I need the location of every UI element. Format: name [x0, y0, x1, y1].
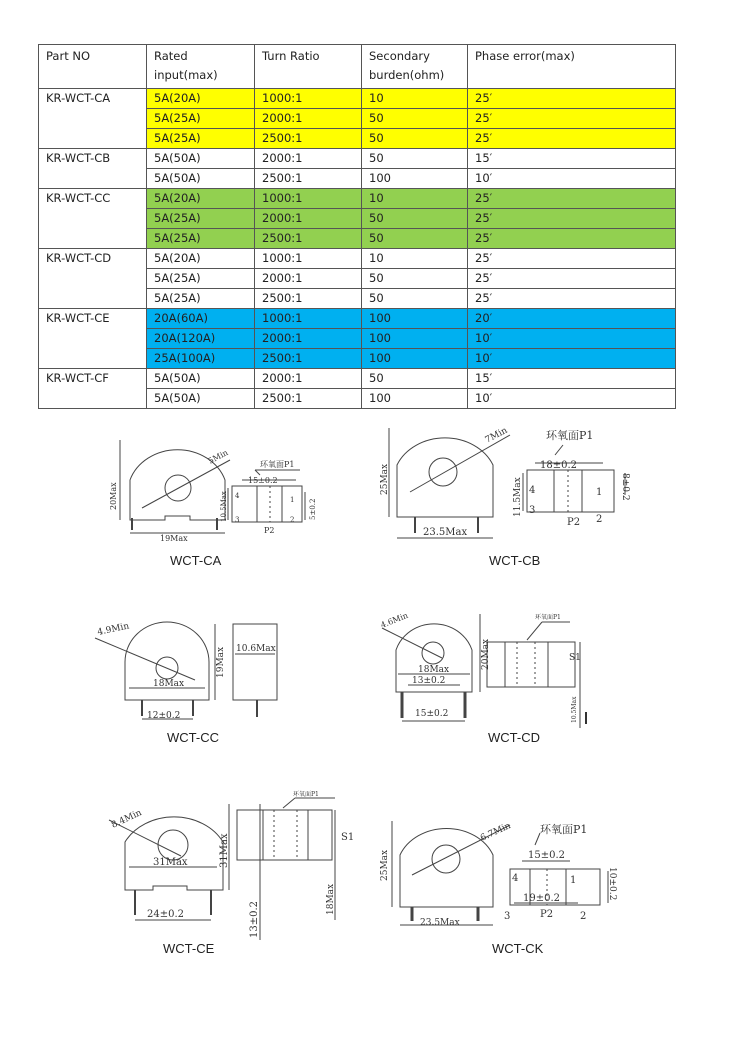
turn-ratio-cell: 2500:1	[255, 229, 362, 249]
rated-input-cell: 5A(50A)	[147, 389, 255, 409]
rated-input-cell: 5A(20A)	[147, 249, 255, 269]
burden-cell: 10	[362, 189, 468, 209]
burden-cell: 100	[362, 329, 468, 349]
drawing-wct-cc	[95, 620, 295, 725]
phase-error-cell: 25′	[468, 229, 676, 249]
table-row	[39, 309, 676, 329]
text-cursor-mark	[585, 712, 587, 724]
cb-pin-spacing-label: 18±0.2	[540, 460, 578, 471]
turn-ratio-cell: 2500:1	[255, 289, 362, 309]
cb-pin4: 4	[529, 485, 536, 496]
part-no-cell: KR-WCT-CB	[39, 149, 147, 189]
cb-pin3: 3	[529, 505, 536, 516]
ca-side-height-label: 10.5Max	[220, 491, 228, 522]
burden-cell: 50	[362, 289, 468, 309]
wct-ce-labels	[105, 790, 365, 940]
turn-ratio-cell: 2500:1	[255, 349, 362, 369]
turn-ratio-cell: 2000:1	[255, 149, 362, 169]
rated-input-cell: 5A(25A)	[147, 129, 255, 149]
table-row	[39, 189, 676, 209]
rated-input-cell: 5A(50A)	[147, 369, 255, 389]
cd-s1-label: S1	[569, 653, 581, 663]
caption-wct-cc: WCT-CC	[167, 730, 219, 745]
ce-width-label: 31Max	[153, 857, 188, 868]
burden-cell: 10	[362, 89, 468, 109]
ck-pin2: 2	[580, 911, 587, 922]
cb-hole-label: 7Min	[483, 425, 510, 446]
cc-width-label: 18Max	[153, 679, 185, 689]
cd-pin-spacing-outer-label: 15±0.2	[415, 709, 449, 719]
drawing-wct-cb	[380, 425, 635, 555]
ce-pin-v-label: 13±0.2	[249, 900, 260, 938]
header-rated-input: Rated input(max)	[147, 45, 255, 89]
ck-p2-label: P2	[540, 909, 554, 920]
table-row	[39, 149, 676, 169]
ce-height-label: 31Max	[219, 833, 230, 868]
cd-height-label: 20Max	[481, 638, 491, 670]
cd-epoxy-label: 环氧面P1	[535, 614, 561, 621]
burden-cell: 50	[362, 269, 468, 289]
header-phase-error: Phase error(max)	[468, 45, 676, 89]
phase-error-cell: 20′	[468, 309, 676, 329]
turn-ratio-cell: 1000:1	[255, 249, 362, 269]
phase-error-cell: 10′	[468, 349, 676, 369]
cd-width-label: 18Max	[418, 665, 450, 675]
header-secondary-burden: Secondary burden(ohm)	[362, 45, 468, 89]
turn-ratio-cell: 2000:1	[255, 329, 362, 349]
caption-wct-ck: WCT-CK	[492, 941, 544, 956]
turn-ratio-cell: 2000:1	[255, 269, 362, 289]
phase-error-cell: 10′	[468, 169, 676, 189]
ca-p2-label: P2	[264, 526, 275, 535]
ca-pin-v-label: 5±0.2	[309, 498, 317, 520]
ce-epoxy-label: 环氧面P1	[293, 791, 319, 798]
part-no-cell: KR-WCT-CC	[39, 189, 147, 249]
rated-input-cell: 5A(50A)	[147, 149, 255, 169]
phase-error-cell: 10′	[468, 389, 676, 409]
phase-error-cell: 25′	[468, 129, 676, 149]
turn-ratio-cell: 2500:1	[255, 129, 362, 149]
turn-ratio-cell: 2000:1	[255, 209, 362, 229]
rated-input-cell: 25A(100A)	[147, 349, 255, 369]
phase-error-cell: 25′	[468, 249, 676, 269]
ca-pin-spacing-label: 15±0.2	[248, 476, 278, 485]
rated-input-cell: 5A(25A)	[147, 289, 255, 309]
ce-depth-label: 18Max	[326, 883, 336, 915]
table-row	[39, 89, 676, 109]
ck-width-label: 23.5Max	[420, 918, 460, 928]
ca-pin4: 4	[235, 492, 240, 500]
wct-cb-labels	[380, 425, 635, 550]
burden-cell: 10	[362, 249, 468, 269]
table-header-row	[39, 45, 676, 89]
ck-pin4: 4	[512, 873, 519, 884]
cd-pin-spacing-inner-label: 13±0.2	[412, 676, 446, 686]
ce-hole-label: 8.4Min	[110, 808, 144, 831]
turn-ratio-cell: 2000:1	[255, 109, 362, 129]
ck-pin-v-label: 10±0.2	[607, 867, 617, 901]
ca-epoxy-label: 环氧面P1	[260, 460, 295, 469]
ca-width-label: 19Max	[160, 534, 188, 543]
turn-ratio-cell: 2500:1	[255, 169, 362, 189]
burden-cell: 50	[362, 129, 468, 149]
rated-input-cell: 20A(60A)	[147, 309, 255, 329]
burden-cell: 50	[362, 369, 468, 389]
phase-error-cell: 25′	[468, 209, 676, 229]
turn-ratio-cell: 1000:1	[255, 89, 362, 109]
wct-cc-labels	[95, 620, 295, 720]
phase-error-cell: 15′	[468, 149, 676, 169]
caption-wct-cb: WCT-CB	[489, 553, 541, 568]
ck-hole-label: 6.7Min	[479, 821, 513, 844]
ck-pin-spacing-top-label: 15±0.2	[528, 850, 566, 861]
rated-input-cell: 5A(25A)	[147, 209, 255, 229]
rated-input-cell: 20A(120A)	[147, 329, 255, 349]
caption-wct-ce: WCT-CE	[163, 941, 215, 956]
rated-input-cell: 5A(20A)	[147, 89, 255, 109]
table-row	[39, 369, 676, 389]
rated-input-cell: 5A(25A)	[147, 109, 255, 129]
burden-cell: 50	[362, 109, 468, 129]
cc-pin-spacing-label: 12±0.2	[147, 711, 181, 721]
turn-ratio-cell: 1000:1	[255, 309, 362, 329]
phase-error-cell: 25′	[468, 89, 676, 109]
ca-pin3: 3	[235, 516, 240, 524]
ck-pin3: 3	[504, 911, 511, 922]
caption-wct-cd: WCT-CD	[488, 730, 540, 745]
rated-input-cell: 5A(25A)	[147, 229, 255, 249]
drawing-wct-ca	[109, 440, 360, 555]
ca-pin1: 1	[290, 496, 295, 504]
rated-input-cell: 5A(20A)	[147, 189, 255, 209]
ca-pin2: 2	[290, 516, 295, 524]
part-no-cell: KR-WCT-CF	[39, 369, 147, 409]
cd-pin-length-label: 10.5Max	[571, 696, 578, 723]
table-row	[39, 249, 676, 269]
cc-hole-label: 4.9Min	[96, 621, 131, 638]
wct-ck-labels	[380, 815, 620, 930]
cb-pin2: 2	[596, 514, 603, 525]
header-part-no: Part NO	[39, 45, 147, 89]
cb-p2-label: P2	[567, 517, 581, 528]
part-no-cell: KR-WCT-CD	[39, 249, 147, 309]
cb-side-height-label: 11.5Max	[513, 477, 523, 517]
burden-cell: 50	[362, 209, 468, 229]
ck-height-label: 25Max	[380, 849, 390, 881]
turn-ratio-cell: 2000:1	[255, 369, 362, 389]
ce-pin-spacing-label: 24±0.2	[147, 909, 185, 920]
spec-table	[38, 44, 676, 409]
burden-cell: 100	[362, 169, 468, 189]
burden-cell: 100	[362, 349, 468, 369]
ck-epoxy-label: 环氧面P1	[540, 823, 588, 836]
phase-error-cell: 25′	[468, 269, 676, 289]
burden-cell: 50	[362, 149, 468, 169]
phase-error-cell: 25′	[468, 109, 676, 129]
cb-pin1: 1	[596, 487, 603, 498]
phase-error-cell: 15′	[468, 369, 676, 389]
turn-ratio-cell: 2500:1	[255, 389, 362, 409]
ca-height-label: 20Max	[109, 482, 118, 510]
burden-cell: 50	[362, 229, 468, 249]
header-turn-ratio: Turn Ratio	[255, 45, 362, 89]
rated-input-cell: 5A(25A)	[147, 269, 255, 289]
cb-epoxy-label: 环氧面P1	[546, 429, 594, 442]
ck-pin-spacing-bottom-label: 19±0.2	[523, 893, 561, 904]
cd-hole-label: 4.6Min	[379, 610, 410, 630]
phase-error-cell: 25′	[468, 189, 676, 209]
phase-error-cell: 25′	[468, 289, 676, 309]
cc-depth-label: 10.6Max	[236, 644, 276, 654]
caption-wct-ca: WCT-CA	[170, 553, 222, 568]
phase-error-cell: 10′	[468, 329, 676, 349]
rated-input-cell: 5A(50A)	[147, 169, 255, 189]
cb-height-label: 25Max	[380, 463, 390, 495]
wct-ca-labels	[109, 440, 360, 550]
ca-hole-label: 5Min	[206, 447, 230, 466]
ce-s1-label: S1	[341, 832, 355, 843]
drawing-wct-ck	[380, 815, 620, 935]
cb-pin-v-label: 8±0.2	[620, 473, 630, 501]
wct-cd-labels	[380, 608, 600, 728]
burden-cell: 100	[362, 309, 468, 329]
drawing-wct-cd	[380, 608, 600, 733]
drawing-wct-ce	[105, 790, 365, 945]
cb-width-label: 23.5Max	[423, 527, 468, 538]
part-no-cell: KR-WCT-CA	[39, 89, 147, 149]
ck-pin1: 1	[570, 875, 577, 886]
cc-height-label: 19Max	[216, 646, 226, 678]
turn-ratio-cell: 1000:1	[255, 189, 362, 209]
part-no-cell: KR-WCT-CE	[39, 309, 147, 369]
burden-cell: 100	[362, 389, 468, 409]
